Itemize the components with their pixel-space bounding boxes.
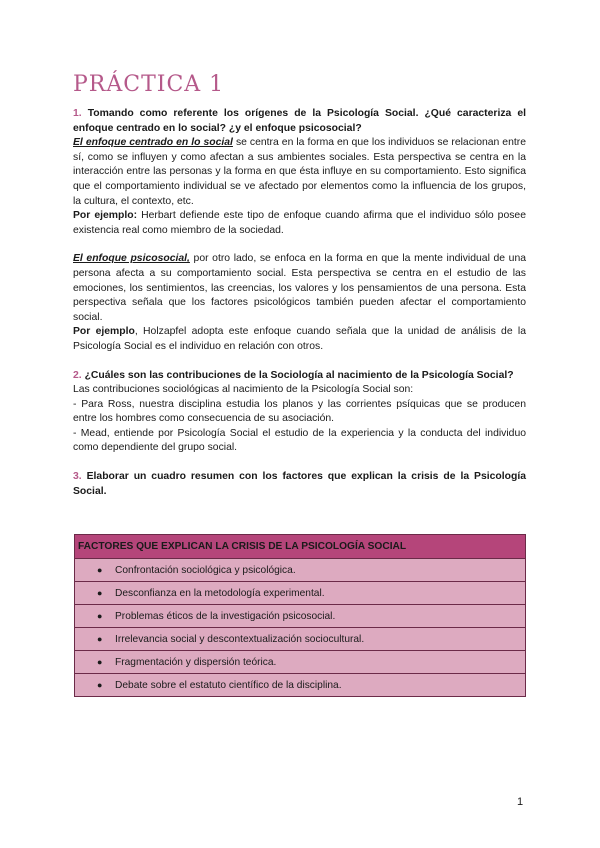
bullet-icon: ●	[97, 633, 103, 644]
question-2	[73, 369, 526, 384]
table-row: ● Debate sobre el estatuto científico de la disciplina.	[75, 674, 526, 697]
paragraph-social	[73, 136, 526, 209]
text-social: se centra en la forma en que los individuos se relacionan entre sí, como se influyen y como afectan a sus ambientes sociales. Esta perspectiva se centra en la interacción entre las personas y la forma en que ésta influye en su comportamiento. Esto significa que el comportamiento individual se ve afectado por elementos como la influencia de los grupos, la cultura, el contexto, etc.	[73, 137, 526, 207]
question-1	[73, 107, 526, 136]
paragraph-psicosocial-example	[73, 325, 526, 354]
table-row: ● Fragmentación y dispersión teórica.	[75, 651, 526, 674]
bullet-icon: ●	[97, 656, 103, 667]
question-text: ¿Cuáles son las contribuciones de la Sociología al nacimiento de la Psicología Social?	[84, 369, 514, 381]
example-text: Herbart defiende este tipo de enfoque cuando afirma que el individuo sólo posee existencia real como miembro de la sociedad.	[73, 210, 526, 236]
paragraph-psicosocial	[73, 252, 526, 325]
question-3	[73, 470, 526, 499]
paragraph-mead: - Mead, entiende por Psicología Social el estudio de la experiencia y la conducta del individuo como dependiente del grupo social.	[73, 427, 526, 454]
example-label: Por ejemplo	[73, 326, 135, 338]
table-row: ● Irrelevancia social y descontextualización sociocultural.	[75, 628, 526, 651]
table-header: FACTORES QUE EXPLICAN LA CRISIS DE LA PSICOLOGÍA SOCIAL	[75, 535, 526, 559]
paragraph-contrib-intro: Las contribuciones sociológicas al nacimiento de la Psicología Social son:	[73, 384, 414, 396]
table-row: ● Confrontación sociológica y psicológica.	[75, 559, 526, 582]
table-row: ● Problemas éticos de la investigación psicosocial.	[75, 605, 526, 628]
bullet-icon: ●	[97, 679, 103, 690]
question-text: Elaborar un cuadro resumen con los factores que explican la crisis de la Psicología Social.	[73, 471, 526, 497]
term-social: El enfoque centrado en lo social	[73, 137, 233, 149]
bullet-icon: ●	[97, 587, 103, 598]
paragraph-social-example	[73, 209, 526, 238]
example-label: Por ejemplo:	[73, 210, 138, 222]
page-number: 1	[517, 796, 524, 808]
question-text: Tomando como referente los orígenes de la Psicología Social. ¿Qué caracteriza el enfoque centrado en lo social? ¿y el enfoque psicosocial?	[73, 108, 526, 134]
summary-table	[74, 534, 526, 697]
bullet-icon: ●	[97, 564, 103, 575]
question-number: 1.	[73, 108, 82, 119]
table-row: ● Desconfianza en la metodología experimental.	[75, 582, 526, 605]
question-number: 3.	[73, 471, 82, 483]
example-text: , Holzapfel adopta este enfoque cuando señala que la unidad de análisis de la Psicología Social es el individuo en relación con otros.	[73, 326, 526, 352]
page-title: PRÁCTICA 1	[73, 72, 225, 97]
document-body	[73, 107, 526, 499]
question-number: 2.	[73, 369, 82, 381]
bullet-icon: ●	[97, 610, 103, 621]
term-psicosocial: El enfoque psicosocial,	[73, 253, 190, 265]
paragraph-ross: - Para Ross, nuestra disciplina estudia los planos y las corrientes psíquicas que se producen entre los hombres como consecuencia de su asociación.	[73, 398, 526, 425]
text-psicosocial: por otro lado, se enfoca en la forma en que la mente individual de una persona afecta a su comportamiento social. Esta perspectiva se centra en el estudio de las emociones, los sentimientos, las creencias, los valores y los pensamientos de una persona. Esta perspectiva señala que los factores psicológicos también pueden afectar el comportamiento social.	[73, 253, 526, 323]
